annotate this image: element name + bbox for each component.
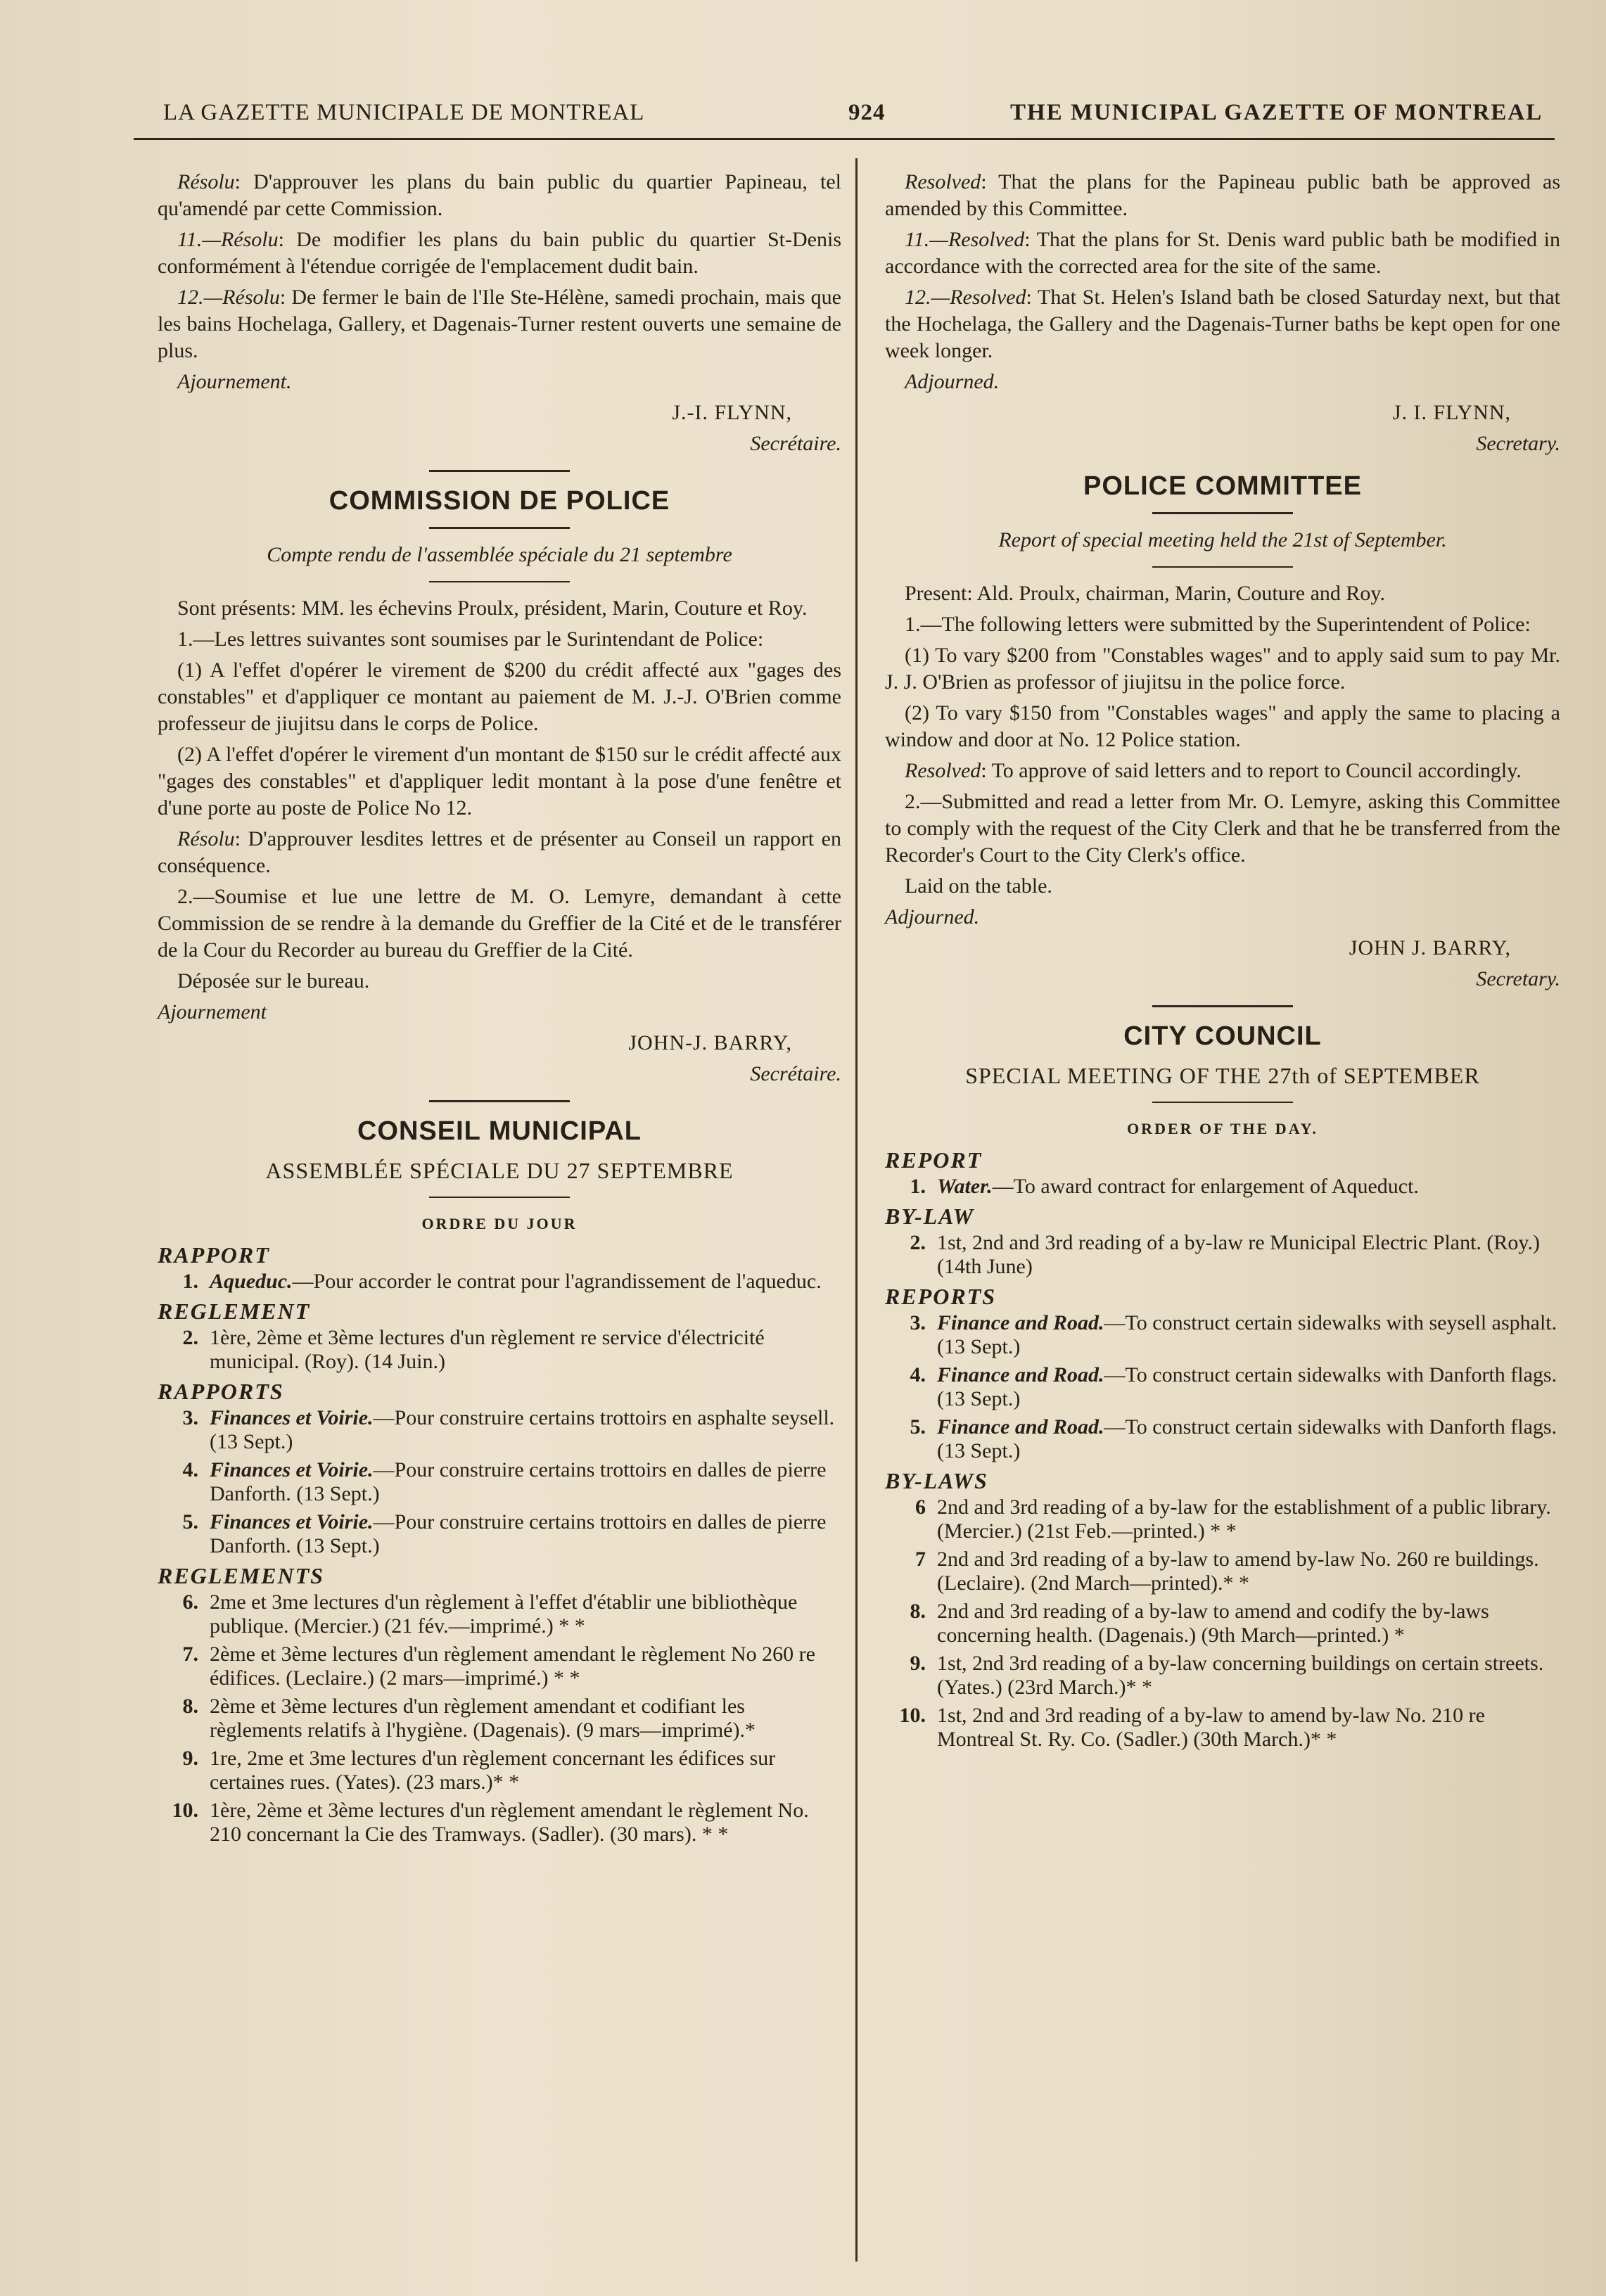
paragraph-text: : That the plans for St. Denis ward public bath be modified in accordance with the corrected area for the site of the same.: [885, 228, 1560, 278]
divider-rule: [1152, 1102, 1293, 1103]
column-divider: [855, 158, 858, 2262]
agenda-item-number: 3.: [182, 1406, 198, 1429]
paragraph: [158, 968, 841, 995]
agenda-item: [885, 1704, 1560, 1752]
paragraph-text: : De fermer le bain de l'Ile Ste-Hélène, samedi prochain, mais que les bains Hochelaga, Gallery, et Dagenais-Turner restent ouverts une semaine de plus.: [158, 286, 841, 362]
agenda-item-number: 9.: [182, 1747, 198, 1770]
adjournment-note: Adjourned.: [905, 370, 1000, 393]
agenda-item-body: 1st, 2nd 3rd reading of a by-law concerning buildings on certain streets. (Yates.) (23rd March.)* *: [937, 1652, 1544, 1699]
agenda-item-number: 5.: [910, 1415, 926, 1439]
agenda-item-lead: Finances et Voirie.: [210, 1406, 374, 1429]
agenda-item-number: 7: [915, 1548, 926, 1571]
agenda-item-lead: Water.: [937, 1175, 993, 1198]
paragraph: [885, 642, 1560, 696]
agenda-item-lead: Finance and Road.: [937, 1415, 1104, 1439]
police-minutes: [885, 580, 1560, 900]
agenda-item: [158, 1799, 841, 1847]
adjournment-note: Ajournement: [158, 1000, 267, 1023]
paragraph: [158, 227, 841, 280]
agenda-group-heading: REPORTS: [885, 1284, 997, 1309]
section-subtitle: Report of special meeting held the 21st of September.: [998, 528, 1447, 551]
agenda-list: [158, 1242, 841, 1847]
paragraph-text: : D'approuver lesdites lettres et de présenter au Conseil un rapport en conséquence.: [158, 827, 841, 877]
paragraph: [158, 284, 841, 364]
agenda-item-text: [937, 1704, 1560, 1752]
paragraph-label: Resolved: [905, 170, 981, 193]
agenda-item: [158, 1643, 841, 1690]
agenda-item: [158, 1270, 841, 1294]
signature-title: Secretary.: [1476, 967, 1560, 990]
agenda-item-text: [210, 1406, 841, 1454]
header-right-title: THE MUNICIPAL GAZETTE OF MONTREAL: [1010, 100, 1543, 125]
paragraph: [885, 873, 1560, 900]
agenda-item-number: 8.: [910, 1600, 926, 1623]
agenda-item-number: 9.: [910, 1652, 926, 1675]
agenda-item-body: 1ère, 2ème et 3ème lectures d'un règlement re service d'électricité municipal. (Roy). (14 Juin.): [210, 1326, 765, 1373]
agenda-item-lead: Finance and Road.: [937, 1363, 1104, 1386]
agenda-group-heading: BY-LAW: [885, 1204, 975, 1229]
agenda-item-body: 2nd and 3rd reading of a by-law to amend by-law No. 260 re buildings. (Leclaire). (2nd March—printed).* *: [937, 1548, 1539, 1595]
agenda-item-text: [937, 1652, 1560, 1699]
agenda-item-text: [937, 1311, 1560, 1359]
intro-resolutions: [885, 169, 1560, 364]
adjournment-note: Ajournement.: [177, 370, 292, 393]
paragraph: [885, 169, 1560, 222]
paragraph: [885, 580, 1560, 607]
agenda-item: [885, 1415, 1560, 1463]
agenda-item-body: —To award contract for enlargement of Aqueduct.: [992, 1175, 1419, 1198]
section-title: CITY COUNCIL: [1123, 1021, 1322, 1051]
agenda-item-body: 2me et 3me lectures d'un règlement à l'effet d'établir une bibliothèque publique. (Mercier.) (21 fév.—imprimé.) * *: [210, 1590, 798, 1638]
agenda-item-body: —Pour construire certains trottoirs en dalles de pierre Danforth. (13 Sept.): [210, 1458, 827, 1505]
agenda-item-number: 5.: [182, 1510, 198, 1533]
adjournment-note: Adjourned.: [885, 905, 980, 929]
header-rule: [134, 138, 1555, 140]
paragraph: [158, 626, 841, 653]
agenda-item-number: 1.: [910, 1175, 926, 1198]
paragraph: [158, 884, 841, 964]
paragraph: [885, 758, 1560, 784]
paragraph-text: Sont présents: MM. les échevins Proulx, président, Marin, Couture et Roy.: [177, 597, 808, 620]
paragraph-text: : That the plans for the Papineau public bath be approved as amended by this Committee.: [885, 170, 1560, 220]
agenda-title: ORDRE DU JOUR: [421, 1215, 578, 1232]
paragraph: [885, 611, 1560, 638]
agenda-group-heading: REGLEMENTS: [158, 1563, 324, 1588]
agenda-item-body: 1st, 2nd and 3rd reading of a by-law re Municipal Electric Plant. (Roy.) (14th June): [937, 1231, 1540, 1278]
agenda-item-body: 2nd and 3rd reading of a by-law to amend and codify the by-laws concerning health. (Dagenais.) (9th March—printed.) *: [937, 1600, 1489, 1647]
paragraph: [885, 700, 1560, 753]
agenda-item-lead: Finances et Voirie.: [210, 1458, 374, 1481]
section-title: CONSEIL MUNICIPAL: [357, 1116, 642, 1146]
agenda-item: [158, 1747, 841, 1794]
agenda-item-lead: Aqueduc.: [210, 1270, 293, 1293]
section-title: COMMISSION DE POLICE: [329, 486, 670, 516]
agenda-item-text: [210, 1458, 841, 1506]
agenda-group-heading: RAPPORTS: [158, 1379, 284, 1404]
paragraph-text: : That St. Helen's Island bath be closed Saturday next, but that the Hochelaga, the Gallery and the Dagenais-Turner baths be kept open for one week longer.: [885, 286, 1560, 362]
agenda-item-text: [210, 1643, 841, 1690]
agenda-item-body: 2nd and 3rd reading of a by-law for the establishment of a public library. (Mercier.) (21st Feb.—printed.) * *: [937, 1495, 1551, 1543]
agenda-item-number: 3.: [910, 1311, 926, 1334]
paragraph-label: Résolu: [177, 170, 235, 193]
french-column: [158, 169, 841, 1851]
agenda-item: [885, 1231, 1560, 1279]
agenda-group-heading: REPORT: [885, 1147, 983, 1173]
agenda-item-body: —Pour construire certains trottoirs en asphalte seysell. (13 Sept.): [210, 1406, 835, 1453]
paragraph-text: : De modifier les plans du bain public du quartier St-Denis conformément à l'étendue corrigée de l'emplacement dudit bain.: [158, 228, 841, 278]
agenda-item-text: [210, 1590, 841, 1638]
divider-rule: [1152, 512, 1293, 514]
paragraph-text: 1.—The following letters were submitted by the Superintendent of Police:: [905, 613, 1531, 636]
paragraph-label: Résolu: [177, 827, 235, 850]
agenda-item: [158, 1458, 841, 1506]
paragraph-text: Déposée sur le bureau.: [177, 969, 370, 993]
paragraph-label: 12.—Resolved: [905, 286, 1026, 309]
agenda-item-text: [937, 1231, 1560, 1279]
paragraph: [158, 741, 841, 822]
paragraph: [885, 227, 1560, 280]
agenda-item-text: [937, 1363, 1560, 1411]
agenda-item: [885, 1175, 1560, 1199]
agenda-item: [885, 1311, 1560, 1359]
header-left-title: LA GAZETTE MUNICIPALE DE MONTREAL: [163, 100, 645, 125]
agenda-item: [158, 1326, 841, 1374]
agenda-item-text: [210, 1510, 841, 1558]
agenda-item-number: 8.: [182, 1695, 198, 1718]
agenda-item-body: —To construct certain sidewalks with Danforth flags. (13 Sept.): [937, 1415, 1557, 1462]
paragraph-text: : D'approuver les plans du bain public du quartier Papineau, tel qu'amendé par cette Commission.: [158, 170, 841, 220]
agenda-item-body: 2ème et 3ème lectures d'un règlement amendant le règlement No 260 re édifices. (Leclaire.) (2 mars—imprimé.) * *: [210, 1643, 815, 1690]
agenda-item-text: [210, 1270, 841, 1294]
divider-rule: [429, 470, 570, 472]
agenda-item-text: [937, 1600, 1560, 1647]
paragraph-text: 2.—Submitted and read a letter from Mr. O. Lemyre, asking this Committee to comply with the request of the City Clerk and that he be transferred from the Recorder's Court to the City Clerk's office.: [885, 790, 1560, 867]
page-number: 924: [848, 100, 886, 125]
agenda-item-lead: Finances et Voirie.: [210, 1510, 374, 1533]
agenda-item: [885, 1495, 1560, 1543]
divider-rule: [1152, 566, 1293, 568]
agenda-title: ORDER OF THE DAY.: [1127, 1120, 1318, 1137]
paragraph: [158, 169, 841, 222]
agenda-item: [885, 1652, 1560, 1699]
signature-title: Secrétaire.: [750, 432, 841, 455]
signature-name: JOHN J. BARRY,: [1349, 936, 1511, 959]
agenda-item: [885, 1548, 1560, 1595]
agenda-item-text: [937, 1495, 1560, 1543]
paragraph: [158, 657, 841, 737]
agenda-item-body: 1re, 2me et 3me lectures d'un règlement concernant les édifices sur certaines rues. (Yates). (23 mars.)* *: [210, 1747, 776, 1794]
agenda-item-number: 2.: [910, 1231, 926, 1254]
signature-name: JOHN-J. BARRY,: [628, 1031, 792, 1054]
agenda-item-body: 1ère, 2ème et 3ème lectures d'un règlement amendant le règlement No. 210 concernant la Cie des Tramways. (Sadler). (30 mars). * *: [210, 1799, 809, 1846]
signature-title: Secrétaire.: [750, 1062, 841, 1085]
agenda-item-number: 10.: [899, 1704, 926, 1727]
section-subtitle: ASSEMBLÉE SPÉCIALE DU 27 SEPTEMBRE: [265, 1158, 734, 1183]
agenda-item-text: [937, 1548, 1560, 1595]
agenda-item-number: 6.: [182, 1590, 198, 1614]
agenda-item-text: [937, 1175, 1560, 1199]
agenda-item-body: 1st, 2nd and 3rd reading of a by-law to amend by-law No. 210 re Montreal St. Ry. Co. (Sadler.) (30th March.)* *: [937, 1704, 1485, 1751]
agenda-item-text: [937, 1415, 1560, 1463]
english-column: [885, 169, 1560, 1756]
section-title: POLICE COMMITTEE: [1083, 471, 1362, 501]
paragraph-text: (2) A l'effet d'opérer le virement d'un montant de $150 sur le crédit affecté aux "gages des constables" et d'appliquer ledit montant à la pose d'une fenêtre et d'une porte au poste de Police No 12.: [158, 743, 841, 819]
agenda-item: [885, 1363, 1560, 1411]
paragraph: [158, 826, 841, 879]
paragraph-label: 11.—Resolved: [905, 228, 1025, 251]
signature-title: Secretary.: [1476, 432, 1560, 455]
paragraph-text: 2.—Soumise et lue une lettre de M. O. Lemyre, demandant à cette Commission de se rendre à la demande du Greffier de la Cité et de le transférer de la Cour du Recorder au bureau du Greffier de la Cité.: [158, 885, 841, 962]
agenda-group-heading: REGLEMENT: [158, 1299, 311, 1324]
paragraph: [885, 284, 1560, 364]
agenda-item-number: 7.: [182, 1643, 198, 1666]
paragraph-text: Laid on the table.: [905, 874, 1052, 898]
agenda-item: [158, 1590, 841, 1638]
agenda-item-number: 10.: [172, 1799, 198, 1822]
divider-rule: [429, 527, 570, 529]
paragraph-text: Present: Ald. Proulx, chairman, Marin, Couture and Roy.: [905, 582, 1385, 605]
paragraph-text: (1) A l'effet d'opérer le virement de $200 du crédit affecté aux "gages des constables" et d'appliquer ce montant au paiement de M. J.-J. O'Brien comme professeur de jiujitsu dans le corps de Police.: [158, 658, 841, 735]
divider-rule: [1152, 1005, 1293, 1007]
section-subtitle: SPECIAL MEETING OF THE 27th of SEPTEMBER: [965, 1063, 1480, 1088]
paragraph: [158, 595, 841, 622]
divider-rule: [429, 1197, 570, 1198]
agenda-item-lead: Finance and Road.: [937, 1311, 1104, 1334]
paragraph-label: 12.—Résolu: [177, 286, 280, 309]
paragraph: [885, 789, 1560, 869]
agenda-item-body: —To construct certain sidewalks with seysell asphalt. (13 Sept.): [937, 1311, 1557, 1358]
agenda-item-text: [210, 1747, 841, 1794]
agenda-item-body: —Pour construire certains trottoirs en dalles de pierre Danforth. (13 Sept.): [210, 1510, 827, 1557]
agenda-item: [885, 1600, 1560, 1647]
agenda-list: [885, 1147, 1560, 1752]
intro-resolutions: [158, 169, 841, 364]
agenda-item: [158, 1406, 841, 1454]
agenda-item-number: 6: [915, 1495, 926, 1519]
divider-rule: [429, 1100, 570, 1102]
paragraph-text: 1.—Les lettres suivantes sont soumises par le Surintendant de Police:: [177, 627, 764, 651]
paragraph-label: Resolved: [905, 759, 981, 782]
agenda-group-heading: RAPPORT: [158, 1242, 270, 1268]
signature-name: J.-I. FLYNN,: [672, 401, 792, 424]
agenda-item-text: [210, 1695, 841, 1742]
police-minutes: [158, 595, 841, 995]
paragraph-label: 11.—Résolu: [177, 228, 279, 251]
agenda-item-number: 4.: [910, 1363, 926, 1386]
paragraph-text: (2) To vary $150 from "Constables wages" and apply the same to placing a window and door at No. 12 Police station.: [885, 701, 1560, 751]
agenda-item-text: [210, 1799, 841, 1847]
agenda-item-body: —To construct certain sidewalks with Danforth flags. (13 Sept.): [937, 1363, 1557, 1410]
agenda-group-heading: BY-LAWS: [885, 1468, 988, 1493]
paragraph-text: (1) To vary $200 from "Constables wages" and to apply said sum to pay Mr. J. J. O'Brien as professor of jiujitsu in the police force.: [885, 644, 1560, 694]
agenda-item-body: —Pour accorder le contrat pour l'agrandissement de l'aqueduc.: [292, 1270, 822, 1293]
agenda-item: [158, 1510, 841, 1558]
agenda-item-body: 2ème et 3ème lectures d'un règlement amendant et codifiant les règlements relatifs à l'hygiène. (Dagenais). (9 mars—imprimé).*: [210, 1695, 756, 1742]
agenda-item-number: 1.: [182, 1270, 198, 1293]
divider-rule: [429, 581, 570, 582]
agenda-item-number: 2.: [182, 1326, 198, 1349]
agenda-item: [158, 1695, 841, 1742]
agenda-item-number: 4.: [182, 1458, 198, 1481]
paragraph-text: : To approve of said letters and to report to Council accordingly.: [981, 759, 1522, 782]
signature-name: J. I. FLYNN,: [1392, 401, 1511, 424]
section-subtitle: Compte rendu de l'assemblée spéciale du 21 septembre: [267, 543, 732, 566]
agenda-item-text: [210, 1326, 841, 1374]
